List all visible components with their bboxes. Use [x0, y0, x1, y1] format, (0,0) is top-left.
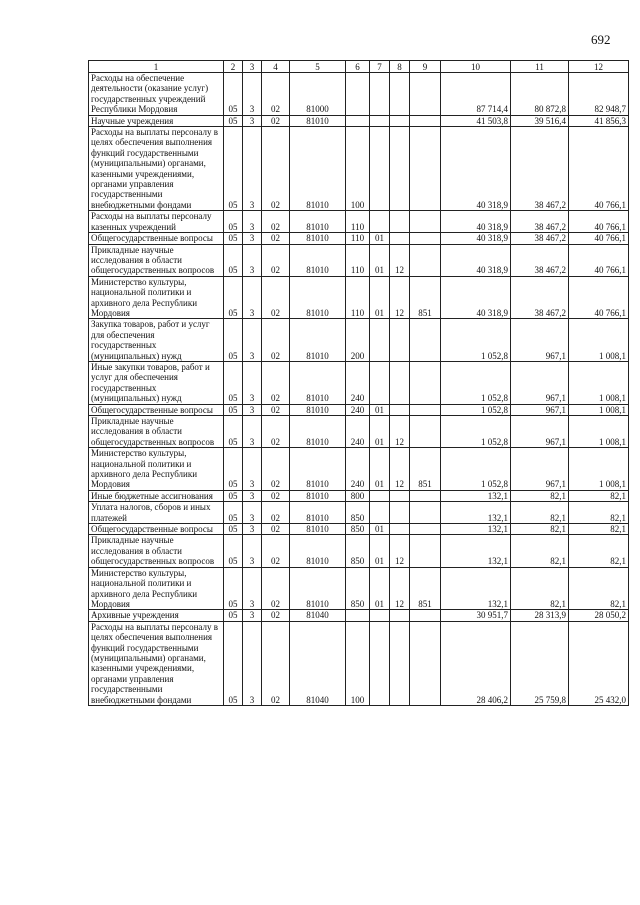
code-program: 3	[243, 490, 262, 501]
code-section: 05	[224, 416, 243, 448]
amount-year-3: 40 766,1	[569, 127, 629, 211]
code-division: 01	[370, 535, 390, 567]
row-description: Закупка товаров, работ и услуг для обеспечения государственных (муниципальных) нужд	[89, 319, 224, 362]
code-subprogram: 02	[262, 115, 290, 126]
code-program: 3	[243, 524, 262, 535]
row-description: Министерство культуры, национальной политики и архивного дела Республики Мордовия	[89, 448, 224, 491]
code-program: 3	[243, 621, 262, 705]
code-division: 01	[370, 233, 390, 244]
table-body	[89, 73, 629, 706]
code-subdivision	[390, 610, 410, 621]
amount-year-2: 82,1	[511, 567, 569, 610]
code-division: 01	[370, 416, 390, 448]
amount-year-3: 82,1	[569, 524, 629, 535]
code-ministry	[410, 115, 441, 126]
code-expense-type: 100	[346, 621, 370, 705]
amount-year-1: 1 052,8	[441, 361, 511, 404]
row-description: Министерство культуры, национальной политики и архивного дела Республики Мордовия	[89, 567, 224, 610]
code-ministry	[410, 233, 441, 244]
code-subdivision	[390, 502, 410, 524]
amount-year-2: 80 872,8	[511, 73, 569, 116]
code-ministry	[410, 244, 441, 276]
row-description: Прикладные научные исследования в области общегосударственных вопросов	[89, 244, 224, 276]
code-division	[370, 127, 390, 211]
code-ministry	[410, 502, 441, 524]
code-section: 05	[224, 610, 243, 621]
code-subdivision	[390, 361, 410, 404]
column-header: 7	[370, 61, 390, 73]
table-row	[89, 276, 629, 319]
code-subdivision	[390, 73, 410, 116]
code-program: 3	[243, 211, 262, 233]
code-section: 05	[224, 535, 243, 567]
table-row	[89, 502, 629, 524]
amount-year-1: 30 951,7	[441, 610, 511, 621]
code-target-article: 81010	[290, 211, 346, 233]
code-subdivision	[390, 127, 410, 211]
code-program: 3	[243, 276, 262, 319]
code-expense-type: 240	[346, 404, 370, 415]
code-ministry	[410, 361, 441, 404]
amount-year-3: 82,1	[569, 502, 629, 524]
amount-year-3: 1 008,1	[569, 448, 629, 491]
row-description: Общегосударственные вопросы	[89, 233, 224, 244]
amount-year-2: 38 467,2	[511, 127, 569, 211]
code-ministry	[410, 621, 441, 705]
code-division	[370, 621, 390, 705]
table-row	[89, 127, 629, 211]
amount-year-2: 25 759,8	[511, 621, 569, 705]
code-target-article: 81010	[290, 233, 346, 244]
row-description: Министерство культуры, национальной политики и архивного дела Республики Мордовия	[89, 276, 224, 319]
column-header: 11	[511, 61, 569, 73]
amount-year-3: 82,1	[569, 490, 629, 501]
code-section: 05	[224, 404, 243, 415]
table-row	[89, 416, 629, 448]
amount-year-1: 40 318,9	[441, 276, 511, 319]
code-target-article: 81010	[290, 115, 346, 126]
table-row	[89, 490, 629, 501]
code-expense-type: 100	[346, 127, 370, 211]
column-header: 10	[441, 61, 511, 73]
code-subdivision	[390, 319, 410, 362]
code-expense-type: 110	[346, 211, 370, 233]
code-ministry	[410, 524, 441, 535]
code-program: 3	[243, 448, 262, 491]
code-program: 3	[243, 610, 262, 621]
code-target-article: 81000	[290, 73, 346, 116]
amount-year-2: 967,1	[511, 404, 569, 415]
code-subprogram: 02	[262, 211, 290, 233]
column-header: 2	[224, 61, 243, 73]
code-target-article: 81010	[290, 416, 346, 448]
code-expense-type: 110	[346, 276, 370, 319]
row-description: Архивные учреждения	[89, 610, 224, 621]
code-program: 3	[243, 416, 262, 448]
code-expense-type: 110	[346, 244, 370, 276]
amount-year-1: 132,1	[441, 535, 511, 567]
amount-year-2: 82,1	[511, 502, 569, 524]
code-target-article: 81010	[290, 361, 346, 404]
code-subprogram: 02	[262, 244, 290, 276]
code-subprogram: 02	[262, 404, 290, 415]
code-subdivision	[390, 115, 410, 126]
code-section: 05	[224, 490, 243, 501]
table-row	[89, 73, 629, 116]
code-section: 05	[224, 621, 243, 705]
amount-year-1: 40 318,9	[441, 244, 511, 276]
amount-year-2: 82,1	[511, 490, 569, 501]
code-program: 3	[243, 115, 262, 126]
amount-year-3: 1 008,1	[569, 319, 629, 362]
code-expense-type	[346, 115, 370, 126]
code-program: 3	[243, 404, 262, 415]
column-header: 6	[346, 61, 370, 73]
code-division: 01	[370, 524, 390, 535]
amount-year-3: 82,1	[569, 567, 629, 610]
row-description: Расходы на выплаты персоналу в целях обеспечения выполнения функций государственными (муниципальными) органами, казенными учреждениями, органами управления государственными внебюджетными фондами	[89, 127, 224, 211]
amount-year-3: 82 948,7	[569, 73, 629, 116]
amount-year-1: 87 714,4	[441, 73, 511, 116]
header-row	[89, 61, 629, 73]
code-section: 05	[224, 73, 243, 116]
table-row	[89, 404, 629, 415]
amount-year-2: 38 467,2	[511, 276, 569, 319]
code-subprogram: 02	[262, 127, 290, 211]
amount-year-2: 82,1	[511, 524, 569, 535]
amount-year-1: 1 052,8	[441, 319, 511, 362]
code-subprogram: 02	[262, 276, 290, 319]
code-target-article: 81010	[290, 535, 346, 567]
code-target-article: 81010	[290, 524, 346, 535]
code-program: 3	[243, 233, 262, 244]
code-target-article: 81010	[290, 404, 346, 415]
code-program: 3	[243, 319, 262, 362]
code-subdivision: 12	[390, 448, 410, 491]
amount-year-2: 38 467,2	[511, 233, 569, 244]
code-subdivision	[390, 621, 410, 705]
code-division	[370, 73, 390, 116]
code-section: 05	[224, 211, 243, 233]
code-expense-type: 200	[346, 319, 370, 362]
row-description: Расходы на выплаты персоналу казенных учреждений	[89, 211, 224, 233]
code-subprogram: 02	[262, 319, 290, 362]
code-division: 01	[370, 244, 390, 276]
code-target-article: 81010	[290, 502, 346, 524]
code-target-article: 81010	[290, 567, 346, 610]
code-subprogram: 02	[262, 416, 290, 448]
amount-year-2: 38 467,2	[511, 211, 569, 233]
code-ministry: 851	[410, 448, 441, 491]
amount-year-1: 132,1	[441, 567, 511, 610]
table-row	[89, 233, 629, 244]
code-subdivision	[390, 490, 410, 501]
code-ministry	[410, 404, 441, 415]
column-header: 3	[243, 61, 262, 73]
amount-year-2: 82,1	[511, 535, 569, 567]
amount-year-1: 41 503,8	[441, 115, 511, 126]
amount-year-2: 38 467,2	[511, 244, 569, 276]
code-expense-type: 240	[346, 416, 370, 448]
amount-year-3: 82,1	[569, 535, 629, 567]
code-section: 05	[224, 524, 243, 535]
code-ministry	[410, 73, 441, 116]
code-ministry	[410, 319, 441, 362]
code-expense-type: 110	[346, 233, 370, 244]
amount-year-1: 40 318,9	[441, 127, 511, 211]
code-program: 3	[243, 73, 262, 116]
code-division	[370, 361, 390, 404]
amount-year-1: 28 406,2	[441, 621, 511, 705]
code-target-article: 81010	[290, 127, 346, 211]
code-program: 3	[243, 127, 262, 211]
table-row	[89, 524, 629, 535]
table-row	[89, 319, 629, 362]
table-row	[89, 567, 629, 610]
amount-year-3: 40 766,1	[569, 211, 629, 233]
amount-year-2: 967,1	[511, 448, 569, 491]
code-subdivision	[390, 404, 410, 415]
code-target-article: 81010	[290, 490, 346, 501]
code-section: 05	[224, 233, 243, 244]
row-description: Общегосударственные вопросы	[89, 404, 224, 415]
code-expense-type: 850	[346, 535, 370, 567]
column-header: 5	[290, 61, 346, 73]
amount-year-3: 40 766,1	[569, 233, 629, 244]
code-subprogram: 02	[262, 233, 290, 244]
amount-year-1: 132,1	[441, 490, 511, 501]
code-division	[370, 490, 390, 501]
column-header: 4	[262, 61, 290, 73]
amount-year-1: 1 052,8	[441, 404, 511, 415]
amount-year-3: 28 050,2	[569, 610, 629, 621]
code-subdivision: 12	[390, 416, 410, 448]
amount-year-2: 39 516,4	[511, 115, 569, 126]
code-target-article: 81010	[290, 319, 346, 362]
code-subdivision: 12	[390, 244, 410, 276]
column-header: 8	[390, 61, 410, 73]
amount-year-2: 967,1	[511, 416, 569, 448]
amount-year-3: 1 008,1	[569, 416, 629, 448]
code-subprogram: 02	[262, 73, 290, 116]
amount-year-2: 967,1	[511, 361, 569, 404]
amount-year-3: 1 008,1	[569, 404, 629, 415]
column-header: 9	[410, 61, 441, 73]
code-subprogram: 02	[262, 535, 290, 567]
code-ministry: 851	[410, 276, 441, 319]
row-description: Прикладные научные исследования в области общегосударственных вопросов	[89, 416, 224, 448]
code-division: 01	[370, 567, 390, 610]
code-division: 01	[370, 448, 390, 491]
amount-year-1: 1 052,8	[441, 416, 511, 448]
amount-year-1: 132,1	[441, 502, 511, 524]
code-expense-type	[346, 73, 370, 116]
table-row	[89, 448, 629, 491]
code-division	[370, 610, 390, 621]
amount-year-1: 1 052,8	[441, 448, 511, 491]
amount-year-1: 40 318,9	[441, 233, 511, 244]
amount-year-3: 40 766,1	[569, 244, 629, 276]
table-row	[89, 361, 629, 404]
code-subprogram: 02	[262, 524, 290, 535]
code-division	[370, 319, 390, 362]
code-subdivision	[390, 233, 410, 244]
table-row	[89, 115, 629, 126]
table-row	[89, 211, 629, 233]
code-program: 3	[243, 567, 262, 610]
code-expense-type: 850	[346, 502, 370, 524]
amount-year-3: 40 766,1	[569, 276, 629, 319]
code-ministry	[410, 610, 441, 621]
table-row	[89, 621, 629, 705]
table-row	[89, 244, 629, 276]
column-header: 12	[569, 61, 629, 73]
code-division: 01	[370, 276, 390, 319]
amount-year-3: 41 856,3	[569, 115, 629, 126]
row-description: Расходы на обеспечение деятельности (оказание услуг) государственных учреждений Республики Мордовия	[89, 73, 224, 116]
amount-year-2: 28 313,9	[511, 610, 569, 621]
code-target-article: 81040	[290, 621, 346, 705]
page-number: 692	[591, 32, 611, 47]
code-target-article: 81010	[290, 276, 346, 319]
row-description: Прикладные научные исследования в области общегосударственных вопросов	[89, 535, 224, 567]
code-ministry	[410, 127, 441, 211]
code-ministry: 851	[410, 567, 441, 610]
code-ministry	[410, 211, 441, 233]
amount-year-3: 1 008,1	[569, 361, 629, 404]
code-subprogram: 02	[262, 621, 290, 705]
code-section: 05	[224, 276, 243, 319]
code-section: 05	[224, 127, 243, 211]
code-subdivision	[390, 211, 410, 233]
code-section: 05	[224, 361, 243, 404]
code-subprogram: 02	[262, 448, 290, 491]
code-division	[370, 502, 390, 524]
row-description: Расходы на выплаты персоналу в целях обеспечения выполнения функций государственными (муниципальными) органами, казенными учреждениями, органами управления государственными внебюджетными фондами	[89, 621, 224, 705]
code-expense-type: 850	[346, 567, 370, 610]
code-expense-type: 240	[346, 361, 370, 404]
code-division	[370, 115, 390, 126]
code-target-article: 81040	[290, 610, 346, 621]
code-section: 05	[224, 319, 243, 362]
code-section: 05	[224, 244, 243, 276]
column-header: 1	[89, 61, 224, 73]
code-program: 3	[243, 244, 262, 276]
code-section: 05	[224, 448, 243, 491]
code-subdivision	[390, 524, 410, 535]
amount-year-2: 967,1	[511, 319, 569, 362]
code-expense-type: 240	[346, 448, 370, 491]
code-program: 3	[243, 361, 262, 404]
code-subprogram: 02	[262, 361, 290, 404]
budget-table	[88, 60, 629, 706]
code-ministry	[410, 490, 441, 501]
code-expense-type: 850	[346, 524, 370, 535]
table-row	[89, 535, 629, 567]
code-subdivision: 12	[390, 535, 410, 567]
row-description: Уплата налогов, сборов и иных платежей	[89, 502, 224, 524]
code-division	[370, 211, 390, 233]
code-ministry	[410, 535, 441, 567]
code-expense-type	[346, 610, 370, 621]
code-subdivision: 12	[390, 567, 410, 610]
code-subdivision: 12	[390, 276, 410, 319]
amount-year-1: 40 318,9	[441, 211, 511, 233]
code-expense-type: 800	[346, 490, 370, 501]
code-program: 3	[243, 535, 262, 567]
code-subprogram: 02	[262, 502, 290, 524]
table-row	[89, 610, 629, 621]
code-target-article: 81010	[290, 448, 346, 491]
amount-year-1: 132,1	[441, 524, 511, 535]
code-section: 05	[224, 567, 243, 610]
row-description: Общегосударственные вопросы	[89, 524, 224, 535]
row-description: Иные бюджетные ассигнования	[89, 490, 224, 501]
code-section: 05	[224, 502, 243, 524]
code-ministry	[410, 416, 441, 448]
code-division: 01	[370, 404, 390, 415]
code-section: 05	[224, 115, 243, 126]
row-description: Иные закупки товаров, работ и услуг для обеспечения государственных (муниципальных) нужд	[89, 361, 224, 404]
amount-year-3: 25 432,0	[569, 621, 629, 705]
code-subprogram: 02	[262, 490, 290, 501]
code-program: 3	[243, 502, 262, 524]
code-target-article: 81010	[290, 244, 346, 276]
code-subprogram: 02	[262, 567, 290, 610]
code-subprogram: 02	[262, 610, 290, 621]
row-description: Научные учреждения	[89, 115, 224, 126]
